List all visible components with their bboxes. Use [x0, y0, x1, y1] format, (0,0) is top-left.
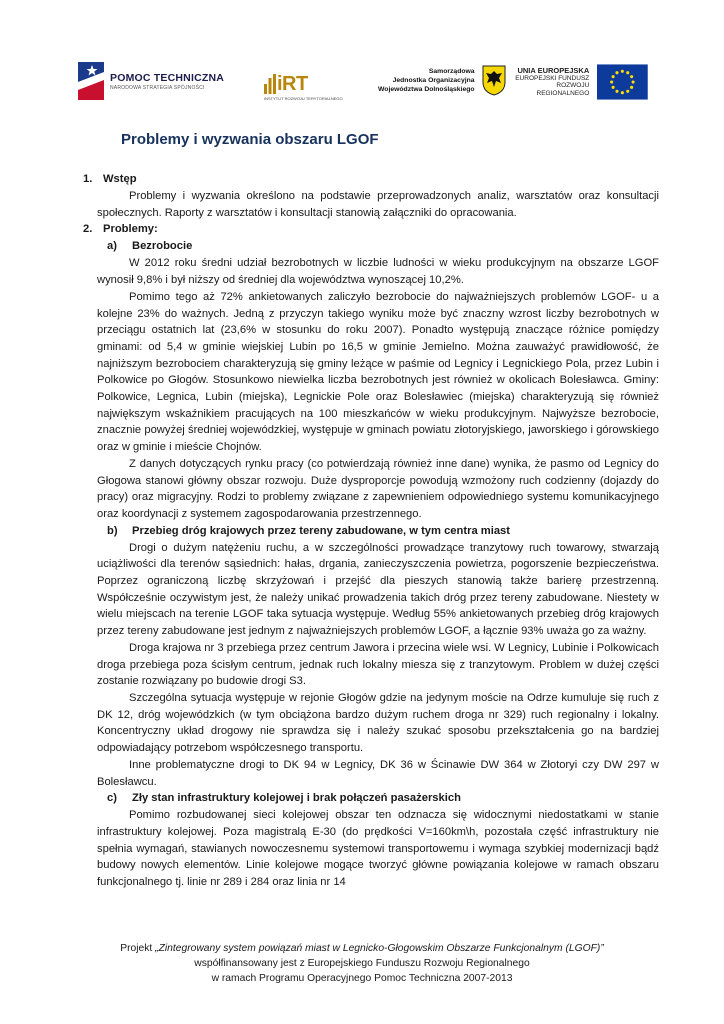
- paragraph: Pomimo rozbudowanej sieci kolejowej obszar ten odznacza się widocznymi niedostatkami w stanie infrastruktury kolejowej. Poza magistralą E-30 (do prędkości V=160km\h, pozostała część infrastruktury nie spełnia wymagań, stawianych nowoczesnemu systemowi transportowemu i wymaga szybkiej modernizacji bądź budowy nowych elementów. Linie kolejowe mogące tworzyć główne powiązania kolejowe w ramach obszaru funkcjonalnego tj. linie nr 289 i 284 oraz linia nr 14: [97, 809, 659, 889]
- subsection-c-label: Zły stan infrastruktury kolejowej i brak połączeń pasażerskich: [132, 792, 461, 805]
- paragraph: W 2012 roku średni udział bezrobotnych w liczbie ludności w wieku produkcyjnym na obszarze LGOF wynosił 9,8% i był niższy od średniej dla województwa wynoszącej 10,2%.: [97, 257, 659, 287]
- section-2-number: 2.: [83, 223, 93, 236]
- pt-title: POMOC TECHNICZNA: [110, 71, 225, 84]
- irt-bars-icon: [264, 74, 276, 94]
- subsection-a-heading: [107, 238, 659, 255]
- section-1-number: 1.: [83, 173, 93, 185]
- document-body: [83, 128, 659, 891]
- section-1-heading: [83, 171, 659, 188]
- footer-project-title: „Zintegrowany system powiązań miast w Legnicko-Głogowskim Obszarze Funkcjonalnym (LGOF)”: [155, 943, 604, 954]
- irt-logo: [264, 68, 343, 101]
- subsection-c-heading: [107, 790, 659, 807]
- sj-line2: Jednostka Organizacyjna: [392, 76, 475, 84]
- subsection-a-label: Bezrobocie: [132, 240, 193, 253]
- eu-flag-icon: [597, 64, 648, 100]
- irt-subtitle: INSTYTUT ROZWOJU TERYTORIALNEGO: [264, 96, 343, 101]
- footer: [0, 941, 724, 986]
- subsection-c-letter: c): [107, 792, 117, 805]
- pt-subtitle: NARODOWA STRATEGIA SPÓJNOŚCI: [110, 84, 205, 91]
- section-2-label: Problemy:: [103, 223, 158, 236]
- irt-text: iRT: [277, 73, 308, 95]
- pomoc-techniczna-logo: [78, 62, 224, 100]
- header-logos: [78, 58, 648, 112]
- paragraph: Inne problematyczne drogi to DK 94 w Legnicy, DK 36 w Ścinawie DW 364 w Złotoryi czy DW 297 w Bolesławcu.: [97, 758, 659, 788]
- section-1-label: Wstęp: [103, 173, 137, 185]
- page-title: Problemy i wyzwania obszaru LGOF: [121, 131, 379, 148]
- paragraph: Droga krajowa nr 3 przebiega przez centrum Jawora i przecina wiele wsi. W Legnicy, Lubinie i Polkowicach droga przebiega poza ścisłym centrum, jednak ruch lokalny miesza się z tranzytowym. Problem w dużej części zostanie rozwiązany po budowie drogi S3.: [97, 641, 659, 688]
- ue-title: UNIA EUROPEJSKA: [517, 66, 590, 75]
- eagle-crest-icon: [481, 64, 507, 96]
- subsection-b-letter: b): [107, 524, 118, 537]
- footer-line3: w ramach Programu Operacyjnego Pomoc Techniczna 2007-2013: [211, 973, 513, 984]
- footer-prefix: Projekt: [120, 943, 156, 954]
- paragraph: Problemy i wyzwania określono na podstawie przeprowadzonych analiz, warsztatów oraz konsultacji społecznych. Raporty z warsztatów i konsultacji stanowią załączniki do opracowania.: [97, 190, 659, 219]
- sj-line1: Samorządowa: [428, 67, 475, 75]
- section-2-heading: [83, 221, 659, 238]
- paragraph: Pomimo tego aż 72% ankietowanych zaliczyło bezrobocie do najważniejszych problemów LGOF- u a kolejne 23% do ważnych. Jedną z przyczyn takiego wyniku może być znaczny wzrost liczby bezrobotnych w przeciągu ostatnich lat (23,6% w stosunku do roku 2007). Ponadto występują znaczące różnice pomiędzy gminami: od 5,4 w gminie wiejskiej Lubin po 16,5 w gminie Jemielno. Można zauważyć prawidłowość, że najniższym bezrobociem charakteryzują się gminy leżące w paśmie od Legnicy i Legnickiego Pola, przez Lubin i Polkowice po Głogów. Stosunkowo niewielka liczba bezrobotnych jest również w okolicach Bolesławca. Gminy: Polkowice, Legnica, Lubin (miejska), Legnickie Pole oraz Bolesławiec (miejska) charakteryzują się również największym wskaźnikiem pracujących na 100 mieszkańców w wieku produkcyjnym. Najwyższe bezrobocie, znacznie powyżej średniej wojewódzkiej, występuje w gminach powiatu złotoryjskiego, jaworskiego i górowskiego oraz w gminie i mieście Chojnów.: [97, 290, 659, 454]
- ue-line1: EUROPEJSKI FUNDUSZ: [515, 74, 590, 82]
- pomoc-techniczna-flag-icon: [78, 62, 104, 100]
- footer-line1: [0, 941, 724, 956]
- ue-logo: [504, 64, 648, 100]
- paragraph: Z danych dotyczących rynku pracy (co potwierdzają również inne dane) wynika, że pasmo od Legnicy do Głogowa stanowi główny obszar rozwoju. Duże dysproporcje powodują wzmożony ruch codzienny (dojazdy do pracy) oraz migracyjny. Rodzi to problemy związane z zapewnieniem odpowiedniego systemu komunikacyjnego oraz koordynacji z systemem zagospodarowania przestrzennego.: [97, 457, 659, 520]
- paragraph: Szczególna sytuacja występuje w rejonie Głogów gdzie na jedynym moście na Odrze kumuluje się ruch z DK 12, dróg wojewódzkich (w tym obciążona bardzo dużym ruchem droga nr 329) ruch regionalny i lokalny. Koncentryczny układ drogowy nie sprawdza się i należy szukać sposobu przekształcenia go na bardziej odpowiadający potrzebom współczesnego transportu.: [97, 691, 659, 755]
- subsection-a-letter: a): [107, 240, 117, 253]
- ue-line2: ROZWOJU REGIONALNEGO: [536, 82, 590, 97]
- sj-line3: Województwa Dolnośląskiego: [378, 85, 475, 93]
- subsection-b-heading: [107, 523, 659, 540]
- subsection-b-label: Przebieg dróg krajowych przez tereny zabudowane, w tym centra miast: [132, 524, 510, 537]
- paragraph: Drogi o dużym natężeniu ruchu, a w szczególności prowadzące tranzytowy ruch towarowy, stwarzają uciążliwości dla terenów sąsiednich: hałas, drgania, zanieczyszczenia powietrza, pogorszenie bezpieczeństwa. Poprzez ograniczoną liczbę skrzyżowań i przejść dla pieszych stanowią także barierę przestrzenną. Współcześnie oczywistym jest, że należy unikać prowadzenia takich dróg przez tereny zabudowane. Niestety w wielu miejscach na terenie LGOF taka sytuacja występuje. Według 55% ankietowanych przebieg dróg krajowych przez tereny zabudowane jest jednym z najważniejszych problemów LGOF, a łącznie 93% uważa go za ważny.: [97, 541, 659, 638]
- samorzadowa-logo: [378, 64, 507, 96]
- footer-line2: współfinansowany jest z Europejskiego Funduszu Rozwoju Regionalnego: [194, 958, 530, 969]
